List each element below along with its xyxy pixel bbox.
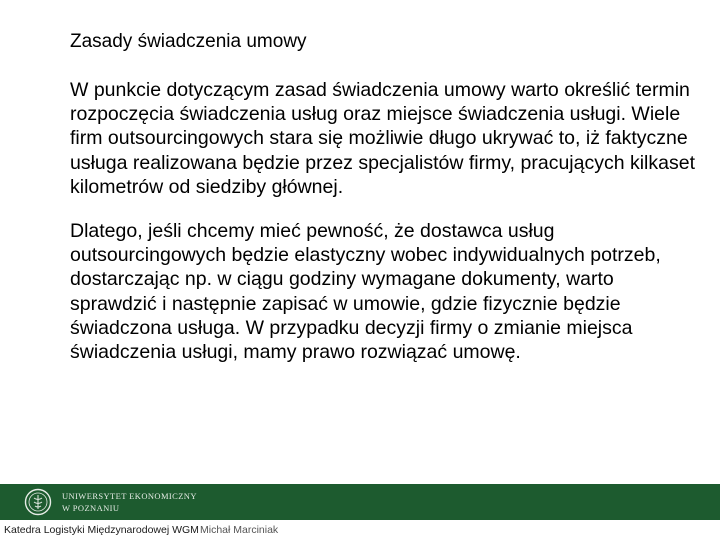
university-name [62,490,197,514]
university-name-line-2: W POZNANIU [62,503,120,513]
university-name-line-1: UNIWERSYTET EKONOMICZNY [62,491,197,501]
paragraph-2: Dlatego, jeśli chcemy mieć pewność, że dostawca usług outsourcingowych będzie elastyczny wobec indywidualnych potrzeb, dostarczając np. w ciągu godziny wymagane dokumenty, warto sprawdzić i następnie zapisać w umowie, gdzie fizycznie będzie świadczona usługa. W przypadku decyzji firmy o zmianie miejsca świadczenia usługi, mamy prawo rozwiązać umowę. [70,220,661,364]
department-label: Katedra Logistyki Międzynarodowej WGM [4,524,199,536]
slide-title: Zasady świadczenia umowy [70,31,307,52]
paragraph-1: W punkcie dotyczącym zasad świadczenia umowy warto określić termin rozpoczęcia świadczenia usług oraz miejsce świadczenia usługi. Wiele firm outsourcingowych stara się możliwie długo ukrywać to, iż faktyczne usługa realizowana będzie przez specjalistów firmy, pracujących kilkaset kilometrów od siedziby głównej. [70,79,695,198]
slide-body [70,78,695,384]
footer-band [0,484,720,520]
university-crest-icon [24,487,52,517]
author-label: Michał Marciniak [200,524,279,536]
footer-bottom [0,520,720,540]
